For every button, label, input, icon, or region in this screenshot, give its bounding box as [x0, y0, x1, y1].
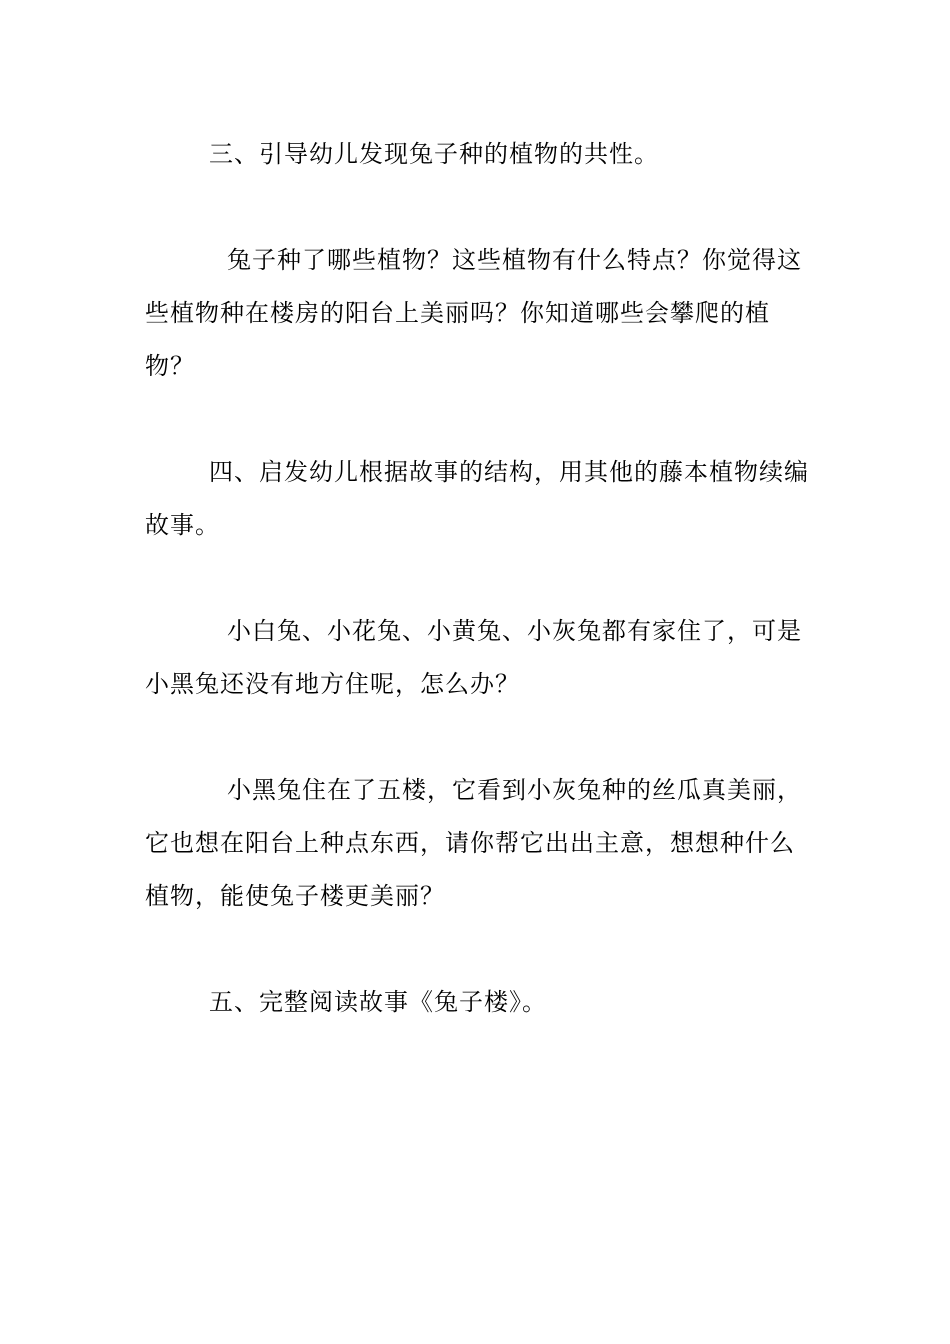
- document-body: [145, 128, 810, 1029]
- section-heading-5: 五、完整阅读故事《兔子楼》。: [209, 988, 547, 1016]
- paragraph-gap: [145, 552, 810, 605]
- paragraph-gap: [145, 711, 810, 764]
- body-paragraph-questions: 兔子种了哪些植物？这些植物有什么特点？你觉得这些植物种在楼房的阳台上美丽吗？你知道哪些会攀爬的植物？: [145, 246, 802, 380]
- section-heading-4: 四、启发幼儿根据故事的结构，用其他的藤本植物续编故事。: [145, 458, 809, 539]
- body-paragraph-black-rabbit-question: 小白兔、小花兔、小黄兔、小灰兔都有家住了，可是小黑兔还没有地方住呢，怎么办？: [145, 617, 802, 698]
- paragraph-gap: [145, 923, 810, 976]
- body-paragraph-black-rabbit-story: 小黑兔住在了五楼，它看到小灰兔种的丝瓜真美丽，它也想在阳台上种点东西，请你帮它出出主意，想想种什么植物，能使兔子楼更美丽？: [145, 776, 802, 910]
- section-heading-3: 三、引导幼儿发现兔子种的植物的共性。: [209, 140, 659, 168]
- paragraph-gap: [145, 181, 810, 234]
- paragraph-gap: [145, 393, 810, 446]
